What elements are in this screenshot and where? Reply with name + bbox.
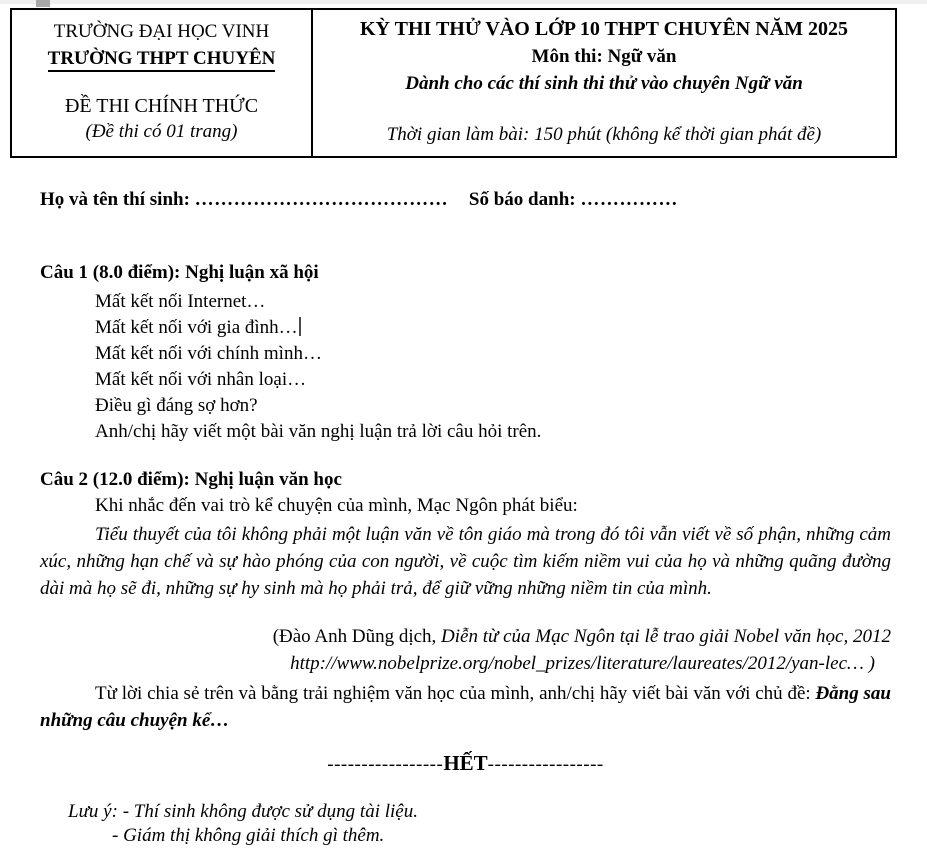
citation-source-title: Diễn từ của Mạc Ngôn tại lễ trao giải Nobel văn học, 2012: [441, 626, 891, 647]
question-1-line: [95, 289, 541, 315]
candidate-name-label: Họ và tên thí sinh:: [40, 189, 190, 210]
question-1-line-text: Điều gì đáng sợ hơn?: [95, 395, 258, 416]
question-1-line: [95, 367, 541, 393]
footer-note-2: - Giám thị không giải thích gì thêm.: [112, 825, 385, 846]
header-right-cell: [313, 10, 895, 156]
question-1-line: [95, 419, 541, 445]
candidate-number-label: Số báo danh:: [468, 189, 576, 210]
question-1-line-text: Mất kết nối với chính mình…: [95, 343, 322, 364]
exam-header-table: [10, 8, 897, 158]
question-1-line-text: Mất kết nối Internet…: [95, 291, 266, 312]
citation-url: http://www.nobelprize.org/nobel_prizes/literature/laureates/2012/yan-lec… ): [290, 653, 875, 674]
citation-translator: (Đào Anh Dũng dịch,: [272, 626, 442, 647]
candidate-name-blank: …………………………………: [194, 189, 449, 210]
candidate-number-blank: ……………: [580, 189, 678, 210]
candidate-info-row: [40, 189, 891, 211]
school-name-row: [12, 45, 311, 72]
task-instruction: Từ lời chia sẻ trên và bằng trải nghiệm văn học của mình, anh/chị hãy viết bài văn với chủ đề:: [95, 683, 816, 704]
question-2-intro: Khi nhắc đến vai trò kể chuyện của mình, Mạc Ngôn phát biểu:: [95, 495, 578, 516]
question-1-line-text: Anh/chị hãy viết một bài văn nghị luận trả lời câu hỏi trên.: [95, 421, 542, 442]
question-1-line: [95, 315, 541, 341]
exam-title: KỲ THI THỬ VÀO LỚP 10 THPT CHUYÊN NĂM 2025: [359, 18, 849, 40]
official-exam-label: ĐỀ THI CHÍNH THỨC: [64, 95, 259, 117]
end-dashes-right: -----------------: [487, 754, 604, 775]
page-count-note: (Đề thi có 01 trang): [85, 121, 238, 142]
footer-note-1: Lưu ý: - Thí sinh không được sử dụng tài liệu.: [68, 801, 418, 822]
end-dashes-left: -----------------: [327, 754, 444, 775]
exam-audience-note: Dành cho các thí sinh thi thử vào chuyên Ngữ văn: [405, 73, 803, 94]
question-2-heading: Câu 2 (12.0 điểm): Nghị luận văn học: [40, 469, 342, 490]
question-1-heading: Câu 1 (8.0 điểm): Nghị luận xã hội: [40, 262, 319, 283]
question-2-task: [40, 680, 891, 734]
mo-yan-quote: Tiểu thuyết của tôi không phải một luận văn về tôn giáo mà trong đó tôi vẫn viết về số phận, những cảm xúc, những hạn chế và sự hào phóng của con người, về cuộc tìm kiếm niềm vui của họ và những quãng đường dài mà họ sẽ đi, những sự hy sinh mà họ phải trả, để giữ vững những niềm tin của mình.: [40, 524, 891, 599]
text-cursor: [299, 317, 301, 336]
header-left-cell: [12, 10, 313, 156]
essay-topic: Đằng sau những câu chuyện kể…: [40, 683, 891, 731]
question-1-line-text: Mất kết nối với nhân loại…: [95, 369, 307, 390]
ruler-indent-marker-icon: [36, 0, 50, 7]
end-label: HẾT: [443, 751, 488, 775]
question-1-body: [95, 289, 541, 445]
citation-line-1: [40, 626, 891, 648]
window-edge-strip: [0, 0, 927, 4]
question-1-line: [95, 393, 541, 419]
exam-subject: Môn thi: Ngữ văn: [531, 46, 677, 67]
question-1-line: [95, 341, 541, 367]
school-name: TRƯỜNG THPT CHUYÊN: [48, 48, 276, 72]
question-1-line-text: Mất kết nối với gia đình…: [95, 317, 298, 338]
end-of-exam-line: [40, 751, 891, 776]
university-name: TRƯỜNG ĐẠI HỌC VINH: [53, 21, 270, 42]
exam-duration: Thời gian làm bài: 150 phút (không kể thời gian phát đề): [386, 124, 822, 145]
citation-line-2: [40, 653, 891, 675]
